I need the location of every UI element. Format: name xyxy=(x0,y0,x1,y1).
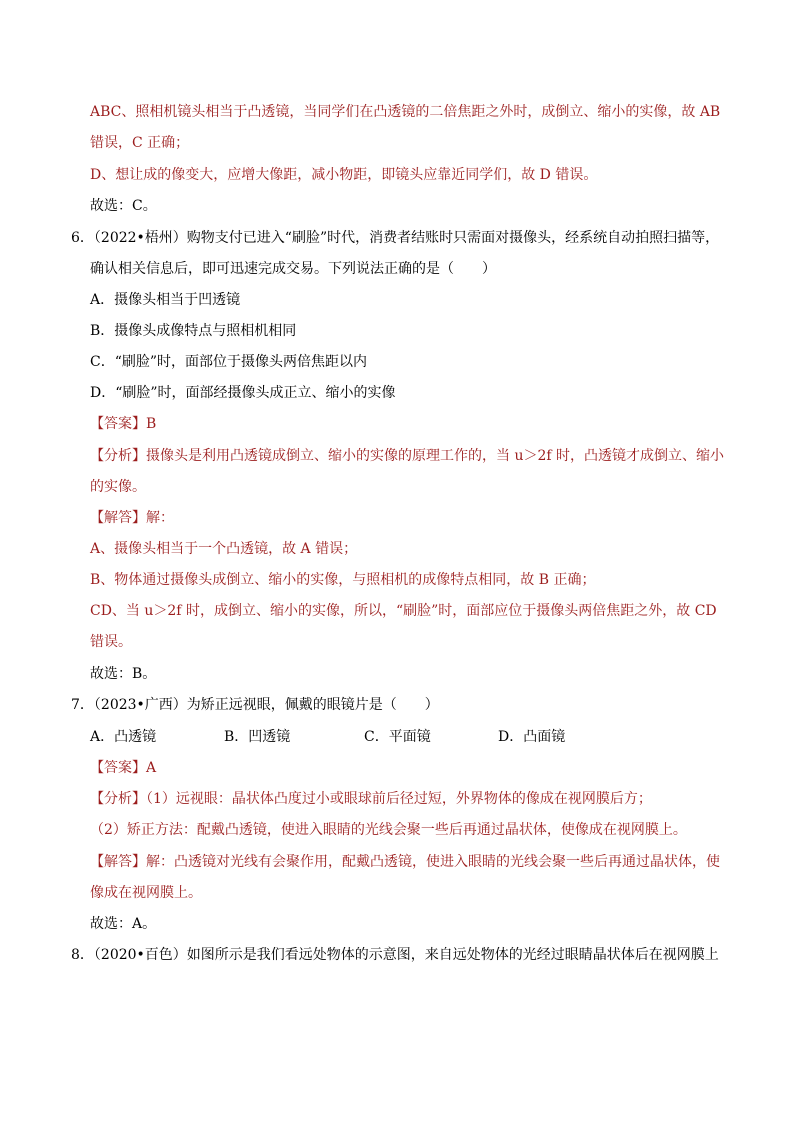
question-6-choice: 故选：B。 xyxy=(90,666,157,682)
question-6-option-c: C．“刷脸”时，面部位于摄像头两倍焦距以内 xyxy=(90,354,368,370)
answer-value: A xyxy=(146,760,157,776)
prev-solution-line-3: D、想让成的像变大，应增大像距，减小物距，即镜头应靠近同学们，故 D 错误。 xyxy=(90,167,598,183)
question-6-option-a: A．摄像头相当于凹透镜 xyxy=(90,292,241,308)
solution-tag: 【解答】 xyxy=(90,854,146,870)
question-6-number: 6． xyxy=(71,230,94,246)
question-7-option-c: C．平面镜 xyxy=(364,729,431,745)
question-7-solution-line-2: 像成在视网膜上。 xyxy=(90,885,202,901)
question-8-stem-text: （2020•百色）如图所示是我们看远处物体的示意图，来自远处物体的光经过眼睛晶状体后在视网膜上 xyxy=(93,947,719,963)
question-8-number: 8． xyxy=(71,947,94,963)
question-7-stem-text: （2023•广西）为矫正远视眼，佩戴的眼镜片是（ ） xyxy=(93,697,439,713)
question-6-stem-line-1 xyxy=(71,228,719,248)
solution-tag: 【解答】 xyxy=(90,510,146,526)
question-6-solution-head xyxy=(90,508,174,528)
question-6-analysis-line-1 xyxy=(90,446,724,466)
question-7-solution-line-1 xyxy=(90,852,720,872)
solution-text: 解：凸透镜对光线有会聚作用，配戴凸透镜，使进入眼睛的光线会聚一些后再通过晶状体，使 xyxy=(146,854,720,870)
prev-solution-line-2: 错误，C 正确； xyxy=(90,135,190,151)
question-6-solution-line-a: A、摄像头相当于一个凸透镜，故 A 错误； xyxy=(90,541,358,557)
question-6-solution-line-cd: CD、当 u＞2f 时，成倒立、缩小的实像，所以，“刷脸”时，面部应位于摄像头两倍焦距之外，故 CD xyxy=(90,603,717,619)
answer-value: B xyxy=(146,416,157,432)
question-6-option-d: D．“刷脸”时，面部经摄像头成正立、缩小的实像 xyxy=(90,385,396,401)
question-7-option-a: A．凸透镜 xyxy=(90,729,157,745)
answer-tag: 【答案】 xyxy=(90,760,146,776)
question-7-number: 7． xyxy=(71,697,94,713)
question-6-solution-line-end: 错误。 xyxy=(90,634,132,650)
question-7-analysis-line-1 xyxy=(90,789,652,809)
prev-choice: 故选：C。 xyxy=(90,198,157,214)
analysis-text: （1）远视眼：晶状体凸度过小或眼球前后径过短，外界物体的像成在视网膜后方； xyxy=(146,791,652,807)
question-6-analysis-line-2: 的实像。 xyxy=(90,479,146,495)
question-7-analysis-line-2: （2）矫正方法：配戴凸透镜，使进入眼睛的光线会聚一些后再通过晶状体，使像成在视网膜上。 xyxy=(90,822,687,838)
question-7-answer xyxy=(90,758,156,778)
prev-solution-line-1: ABC、照相机镜头相当于凸透镜，当同学们在凸透镜的二倍焦距之外时，成倒立、缩小的实像，故 AB xyxy=(90,104,721,120)
question-6-solution-line-b: B、物体通过摄像头成倒立、缩小的实像，与照相机的成像特点相同，故 B 正确； xyxy=(90,572,596,588)
answer-tag: 【答案】 xyxy=(90,416,146,432)
solution-head-text: 解： xyxy=(146,510,174,526)
question-7-stem xyxy=(71,695,439,715)
question-7-option-d: D．凸面镜 xyxy=(498,729,566,745)
question-6-answer xyxy=(90,414,156,434)
analysis-text: 摄像头是利用凸透镜成倒立、缩小的实像的原理工作的，当 u＞2f 时，凸透镜才成倒立、缩小 xyxy=(146,448,725,464)
analysis-tag: 【分析】 xyxy=(90,448,146,464)
question-6-stem-text: （2022•梧州）购物支付已进入“刷脸”时代，消费者结账时只需面对摄像头，经系统自动拍照扫描等， xyxy=(93,230,720,246)
question-7-option-b: B．凹透镜 xyxy=(224,729,291,745)
question-6-stem-line-2: 确认相关信息后，即可迅速完成交易。下列说法正确的是（ ） xyxy=(90,261,496,277)
question-8-stem-line-1 xyxy=(71,945,719,965)
question-6-option-b: B．摄像头成像特点与照相机相同 xyxy=(90,323,297,339)
question-7-choice: 故选：A。 xyxy=(90,916,157,932)
analysis-tag: 【分析】 xyxy=(90,791,146,807)
